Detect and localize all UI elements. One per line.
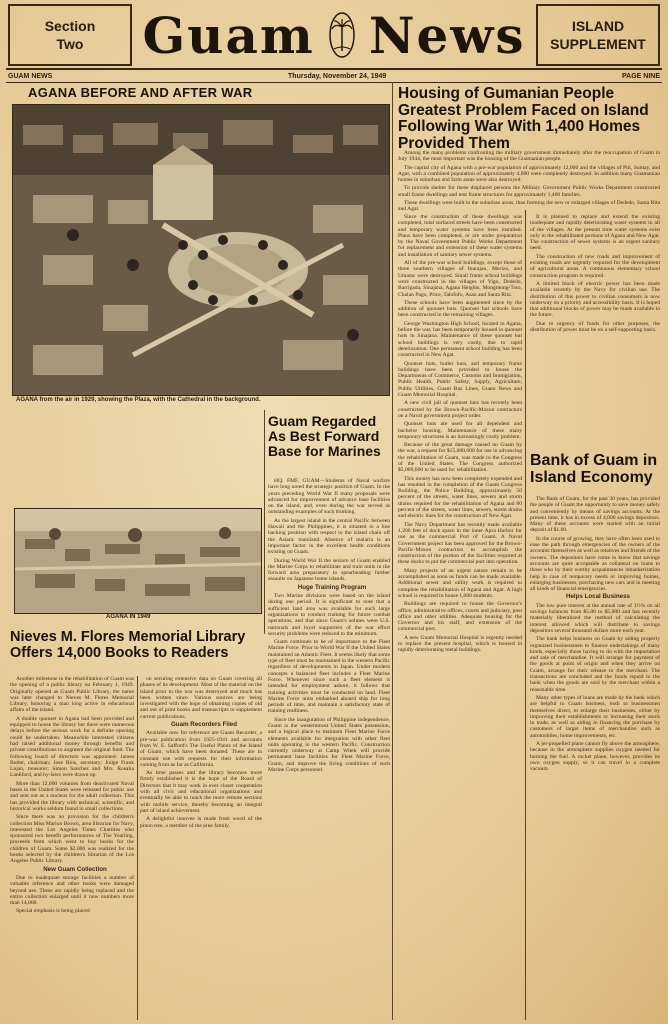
- housing-paragraph: Among the many problems confronting the military government immediately after the reoccupation of Guam in July 1944, the most important was the housing of the Guamanian people.: [398, 150, 660, 163]
- section-label: Section: [44, 18, 96, 34]
- supplement-line-2: SUPPLEMENT: [550, 36, 646, 52]
- marines-paragraph: Two Marine divisions were based on the island during one period. It is significant to note that a sufficient land area was available for such large organizations to conduct training for future combat operations, and that since Guam's solutes were U.S. nationals and loyal supporters of the war effort security problems were reduced to the minimum.: [268, 593, 390, 637]
- library-subhead: New Guam Collection: [43, 865, 107, 873]
- housing-paragraph: A limited block of electric power has been made available recently by the Navy for civilian use. The distribution of this power to civilian consumers is now underway on a priority and accessibility basis. It is hoped that additional blocks of power may be made available in the future.: [530, 280, 660, 319]
- marines-paragraph: HQ. FMF, GUAM—Students of Naval warfare have long noted the strategic position of Guam. In the years preceding World War II many proposals were advanced for improvement of advance base facilities on the island, and, even during the war served as outstanding examples of such thinking.: [268, 478, 390, 516]
- dateline: [6, 68, 662, 83]
- newspaper-title: [140, 4, 528, 66]
- marines-paragraph: Guam continues to be of importance to the Fleet Marine Force. Prior to World War II the United States maintained an Atlantic Fleet. It seems likely that some type of fleet must be maintained in the western Pacific regardless of developments in Japan. Under modern concepts a balanced fleet includes a Fleet Marine Force. Whenever since such a fleet element is intended for employment ashore, it follows that training activities must be conducted on land. Fleet Marine Force units embarked aboard ship for long periods of time, and maintain a satisfactory state of training readiness.: [268, 639, 390, 715]
- housing-paragraph: Many projects of an urgent nature remain to be accomplished as soon as funds can be made available. Additional sewer and utility work is required to complete the rehabilitation of Agana and Agat. A high school is required to house 1,000 students.: [398, 567, 522, 599]
- title-word-guam: Guam: [142, 5, 315, 65]
- housing-paragraph: Because of the great damage caused on Guam by the war, a request for $15,000,000 for use in advancing the rehabilitation of Guam, was made to the Congress of the United States. The Congress authorized $5,000,000 to be used for rehabilitation.: [398, 442, 522, 474]
- housing-paragraph: The Navy Department has recently made available 1,200 feet of dock space in the inner Apra Harbor for use as the commercial Port of Guam. A Naval Government project has been approved for the Brown-Pacific-Maxon contractors to accomplish the construction of the portion of the facilities required at these docks to put the commercial port into operation.: [398, 521, 522, 566]
- bank-paragraph: Many other types of loans are made by the bank which are helpful to Guam business, both to businessmen themselves direct, to enlarge their businesses, either by improving their establishments or increasing their stock in trade, as well as aiding in financing the purchase by customers of larger items of merchandise such as automobiles, home improvements, etc.: [530, 694, 660, 739]
- library-paragraph: Since there was no provision for the children's collection Miss Marion Brown, area librarian for Navy, interested the Los Angeles Times Charities who sponsored two benefit performances of The Yearling, proceeds from which went to buy books for the children of Guam. Some $2,000 was realized for the books selected by the children's librarian of the Los Angeles Public Library.: [10, 814, 134, 865]
- library-article-text-continued: [140, 676, 262, 1020]
- marines-subhead: Huge Training Program: [297, 583, 367, 591]
- housing-paragraph: These schools have been augmented since by the addition of quonset huts. Quonset hut schools have been constructed in the remaining villages.: [398, 299, 522, 319]
- palm-seal-icon: [329, 11, 355, 59]
- bank-paragraph: The bank helps business on Guam by aiding properly organized businessmen to finance undertakings of many kinds, especially those having to do with the importation and sale of merchandise. It will arrange for payment of the goods at point of origin and when they arrive on Guam, arrange for their release to the merchant. The transactions are concluded and the funds repaid to the bank when the goods are sold by the merchant within a reasonable time.: [530, 636, 660, 693]
- agana-1929-photo: [12, 104, 390, 396]
- library-paragraph: More than 12,000 volumes from deactivated Naval bases in the United States were released for public use and sent out as a nucleus for the adult collection. This has provided the library with technical, scientific, and historical works seldom found in small collections.: [10, 780, 134, 812]
- bank-headline: Bank of Guam in Island Economy: [530, 452, 658, 487]
- bank-paragraph: A jet-propelled plane cannot fly above the atmosphere, because in the atmosphere supplies oxygen needed for burning the fuel. A rocket plane, however, provides its own oxygen supply, so it can travel in a complete vacuum.: [530, 740, 660, 773]
- masthead: [8, 4, 660, 66]
- housing-right-text: [530, 214, 660, 446]
- housing-paragraph: This money has now been completely expended and has resulted in the completion of the Guam Congress Building, the Police Building, approximately 50 percent of the streets, water lines, sewers and storm drains required for the rehabilitation of Agana and 80 percent of the streets, water lines, sewers, storm drains and electric lines for the construction of New Agat.: [398, 475, 522, 520]
- marines-headline: Guam Regarded As Best Forward Base for Marines: [268, 413, 381, 460]
- library-paragraph: A delightful innovee is made from wood of the pinon tree, a member of the pine family.: [140, 816, 262, 829]
- bank-paragraph: The low pure interest at the annual rate of 1½% on all savings balances from $5.00 to $5,000 and has recently materially liberalized the method of calculating the interest allowed which will distribute to savings depositors several thousand dollars more each year.: [530, 602, 660, 634]
- library-article-text: [10, 676, 134, 1020]
- housing-paragraph: Buildings are required to house the Governor's office, administrative offices, courts and judiciary, post office and other utilities. Adequate housing for the Governor and his staff, and extension of the commercial port.: [398, 601, 522, 633]
- library-paragraph: Due to inadequate storage facilities a number of valuable reference and other books were damaged beyond use. These are rapidly being replaced and the entire collection enlarged until it now numbers more than 14,000.: [10, 874, 134, 907]
- library-subhead: Guam Recorders Filed: [170, 721, 238, 729]
- supplement-line-1: ISLAND: [571, 18, 625, 34]
- housing-paragraph: These dwellings were built in the suburban areas, thus forming the new or enlarged villages of Dededo, Santa Rita and Agat.: [398, 200, 660, 212]
- housing-headline: Housing of Gumanian People Greatest Problem Faced on Island Following War With 1,400 Homes Provided Them: [398, 85, 649, 153]
- library-paragraph: Special emphasis is being placed: [16, 908, 90, 915]
- library-headline: Nieves M. Flores Memorial Library Offers 14,000 Books to Readers: [10, 629, 246, 661]
- bank-subhead: Helps Local Business: [566, 593, 630, 601]
- library-paragraph: As time passes and the library becomes more firmly established it is the hope of the Board of Directors that it may work in ever closer cooperation with all civic and educational organizations and eventually be able to reach the more remote sections with mobile service, thereby becoming an integral part of island achievement.: [140, 770, 262, 814]
- section-number: Two: [56, 36, 84, 52]
- library-paragraph: on securing extensive data on Guam covering all phases of its development. Most of the material on the island prior to the war was destroyed and much has been written since. Various sources are being investigated with the hope of obtaining copies of old and out of print books and manuscripts to supplement current publications.: [140, 676, 262, 720]
- agana-1949-photo: [14, 508, 262, 614]
- housing-paragraph: Since the construction of these dwellings was completed, total surfaced streets have been constructed and temporary water systems have been installed. Plans have been completed, or are under preparation by the Naval Government Public Works Department for replacement and extension of these water systems and installation of sanitary sewer systems.: [398, 214, 522, 258]
- marines-article-text: [268, 478, 390, 1020]
- agana-headline: AGANA BEFORE AND AFTER WAR: [28, 85, 253, 100]
- dateline-paper: GUAM NEWS: [8, 72, 53, 80]
- title-word-news: News: [368, 5, 526, 65]
- housing-paragraph: Quonset huts are used for all dependent and bachelor housing. Maintenance of these many temporary structures is an increasingly costly problem.: [398, 421, 522, 440]
- bank-paragraph: The Bank of Guam, for the past 30 years, has provided the people of Guam the opportunity to save money safely and conveniently by means of savings accounts. At the present time, it has in excess of 4,000 savings depositors. Many of these accounts were started with an initial deposit of $1.00.: [530, 496, 660, 534]
- bank-article-text: [530, 496, 660, 1020]
- housing-paragraph: The construction of new roads and improvement of existing roads are urgently required for the development of agricultural areas. A continuous elementary school construction program is required.: [530, 253, 660, 279]
- supplement-box: [536, 4, 660, 66]
- section-box: [8, 4, 132, 66]
- housing-paragraph: All of the pre-war school buildings, except those of three southern villages of Inarajan, Merizo, and Umatac were destroyed. Small frame school buildings were constructed in the villages of Yigo, Dededo, Barrigada, Sinajana, Agana Heights, Mongmong-Toto, Chalan Pago, Price, Talofofo, Asan and Santa Rita.: [398, 260, 522, 298]
- column-rule: [137, 676, 138, 1020]
- library-paragraph: Another milestone in the rehabilitation of Guam was the opening of a public library on February 1, 1949. Originally opened as Guam Public Library, the name was later changed to Nieves M. Flores Memorial Library, honoring a man long active in educational affairs of the island.: [10, 676, 134, 714]
- agana-1929-caption: AGANA from the air in 1929, showing the Plaza, with the Cathedral in the background.: [16, 397, 261, 403]
- housing-column-text: [398, 214, 522, 1020]
- column-rule: [392, 82, 393, 1020]
- dateline-page: PAGE NINE: [622, 72, 660, 80]
- marines-paragraph: During World War II the seizure of Guam enabled the Marine Corps to rehabilitate and train units in the forward area preparatory to spearheading further assaults on Japanese home islands.: [268, 557, 390, 583]
- column-rule: [264, 410, 265, 634]
- housing-intro-text: [398, 150, 660, 212]
- marines-paragraph: Since the inauguration of Philippine independence, Guam is the westernmost United States possession, and a logical place to maintain Fleet Marine Force elements available for integration with other fleet units operating in the western Pacific. Construction currently underway at Camp Witek will provide permanent base facilities for Fleet Marine Force, Guam, and improve the living conditions of such Marine Corps personnel.: [268, 716, 390, 774]
- agana-1949-caption: AGANA IN 1949: [106, 614, 151, 620]
- housing-paragraph: To provide shelter for these displaced persons the Military Government Public Works Department constructed small frame dwellings and tent frame structures for approximately 1,400 families.: [398, 185, 660, 198]
- housing-paragraph: George Washington High School, located in Agana, before the war, has been temporarily housed in quonset huts in Sinajana. Maintenance of these quonset hut school buildings is very costly, due to rapid deterioration. One permanent school building has been constructed in New Agat.: [398, 320, 522, 359]
- housing-paragraph: A new civil jail of quonset huts has recently been constructed by the Brown-Pacific-Maxon contractors on a Naval government project order.: [398, 400, 522, 419]
- housing-paragraph: Due to urgency of funds for other purposes, the distribution of power must be on a self-supporting basis.: [530, 320, 660, 334]
- housing-paragraph: A new Guam Memorial Hospital is urgently needed to replace the present hospital, which is housed in rapidly deteriorating metal buildings.: [398, 634, 522, 654]
- housing-paragraph: It is planned to replace and extend the existing inadequate and rapidly deteriorating water systems in all of the villages. At the present time water systems exist only in the rehabilitated portions of Agana and New Agat. The construction of sewer systems is an urgent sanitary need.: [530, 214, 660, 252]
- bank-paragraph: In the course of growing, they have often been used to ease the path through emergencies of the owners of the accounts themselves as well as relatives and friends of the owners. The depositors have come to know that savings accounts are quite acceptable as collateral on loans to those who by their worthy acquaintances inbankerization help in case of temporary needs or improving homes, enlarging businesses, purchasing new cars and in meeting all kinds of financial emergencies.: [530, 535, 660, 593]
- marines-paragraph: As the largest island in the central Pacific between Hawaii and the Philippines, it is situated in a line backing position with respect to the island chain off the Asiatic mainland. Absence of malaria is an important factor in the excellent health conditions existing on Guam.: [268, 517, 390, 556]
- column-rule: [525, 210, 526, 1020]
- housing-paragraph: The capital city of Agana with a pre-war population of approximately 12,000 and the villages of Piti, Sumay, and Agat, with a combined population of approximately 4,000 were completely destroyed. In addition many Guamanian homes in suburban and farm areas were also destroyed.: [398, 164, 660, 184]
- library-paragraph: A double quonset in Agana had been provided and equipped to house the library but there were numerous delays before the serious work for a definite opening could be undertaken. Meanwhile interested citizens had raised additional money through benefits and private contributions to augment the original fund. The following board of directors was appointed: James Butler, chairman; Jose Rios, secretary; Judge Frank Lujan, treasurer; Simon Sanchez and Mrs. Rosalia Lankford, and by-laws were drawn up.: [10, 715, 134, 779]
- dateline-date: Thursday, November 24, 1949: [288, 72, 387, 80]
- library-paragraph: Available now for reference are Guam Recorder, a pre-war publication from 1925-1941 and accounts from W. E. Safford's The Useful Plants of the Island of Guam, which have been donated. These are in constant use with requests for their information coming from as far as California.: [140, 730, 262, 768]
- housing-paragraph: Quonset huts, butler huts, and temporary frame buildings have been provided to house the Departments of Commerce, Customs and Immigration, Public Health, Public Safety, Supply, Agriculture, Public Utilities, Guam Bus Lines, Guam News and Guam Memorial Hospital.: [398, 360, 522, 399]
